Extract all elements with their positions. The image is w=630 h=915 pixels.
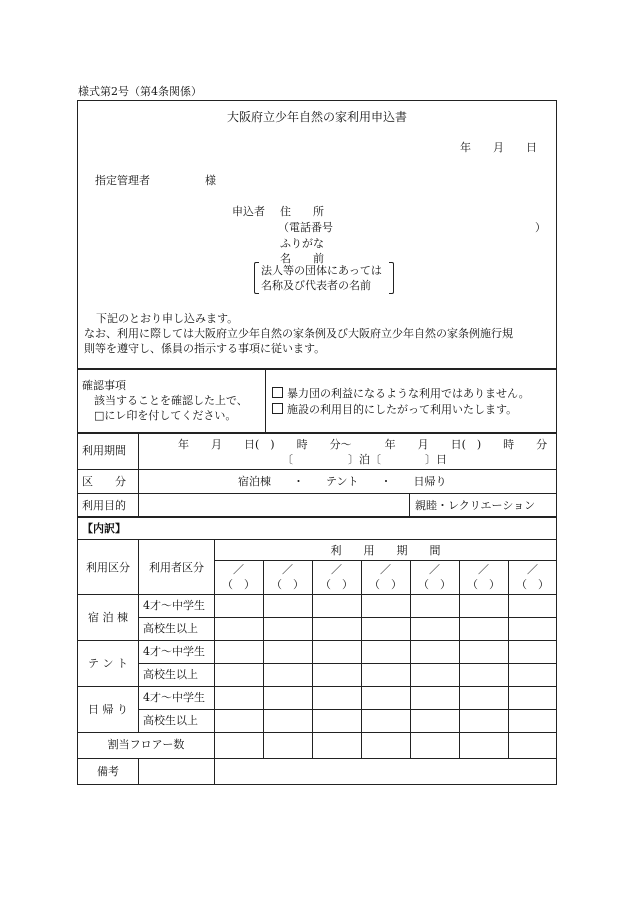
row-daytrip-adult: 高校生以上	[143, 714, 198, 727]
applicant-label: 申込者	[232, 205, 265, 218]
date-slash-3[interactable]: ／	[331, 563, 342, 576]
date-weekday-7[interactable]: （ ）	[516, 578, 549, 591]
statement-line-3: 則等を遵守し、係員の指示する事項に従います。	[84, 342, 326, 355]
date-weekday-3[interactable]: （ ）	[320, 578, 353, 591]
date-slash-6[interactable]: ／	[478, 563, 489, 576]
date-slash-2[interactable]: ／	[282, 563, 293, 576]
row-lodge-adult: 高校生以上	[143, 622, 198, 635]
floor-count-label: 割当フロアー数	[107, 738, 185, 751]
period-label: 利用期間	[82, 444, 126, 457]
category-options[interactable]: 宿泊棟 ・ テント ・ 日帰り	[238, 475, 447, 488]
date-slash-7[interactable]: ／	[527, 563, 538, 576]
confirm-item-1-text: 暴力団の利益になるような利用ではありません。	[287, 387, 530, 400]
statement-line-2: なお、利用に際しては大阪府立少年自然の家条例及び大阪府立少年自然の家条例施行規	[84, 327, 513, 340]
col-period: 利 用 期 間	[330, 544, 441, 557]
org-note-2: 名称及び代表者の名前	[261, 279, 371, 292]
date-weekday-4[interactable]: （ ）	[369, 578, 402, 591]
category-label: 区 分	[82, 475, 126, 488]
date-weekday-5[interactable]: （ ）	[418, 578, 451, 591]
phone-close: ）	[535, 221, 546, 234]
confirm-item-2-text: 施設の利用目的にしたがって利用いたします。	[287, 403, 518, 416]
row-group-tent: テ ン ト	[88, 657, 128, 670]
period-line-1[interactable]: 年 月 日( ) 時 分〜 年 月 日( ) 時 分	[178, 438, 548, 451]
name-label: 名 前	[280, 252, 324, 265]
date-weekday-1[interactable]: （ ）	[222, 578, 255, 591]
row-tent-child: 4才〜中学生	[143, 645, 205, 658]
org-note-1: 法人等の団体にあっては	[261, 264, 382, 277]
row-tent-adult: 高校生以上	[143, 668, 198, 681]
date-weekday-6[interactable]: （ ）	[467, 578, 500, 591]
row-group-lodge: 宿 泊 棟	[88, 611, 128, 624]
date-slash-1[interactable]: ／	[233, 563, 244, 576]
col-use: 利用区分	[86, 561, 130, 574]
checkbox-no-gang[interactable]	[272, 387, 283, 398]
row-group-daytrip: 日 帰 り	[88, 703, 128, 716]
form-code: 様式第2号（第4条関係）	[78, 85, 202, 98]
col-user: 利用者区分	[149, 561, 204, 574]
confirm-instruction-1: 該当することを確認した上で、	[94, 394, 248, 407]
confirm-instruction-2: □にレ印を付してください。	[94, 409, 237, 422]
breakdown-heading: 【内訳】	[82, 522, 126, 535]
addressee: 指定管理者 様	[95, 174, 216, 187]
row-lodge-child: 4才〜中学生	[143, 599, 205, 612]
checkbox-purpose[interactable]	[272, 403, 283, 414]
confirm-item-1	[272, 387, 530, 400]
period-line-2[interactable]: 〔 〕泊〔 〕日	[282, 453, 447, 466]
purpose-value[interactable]: 親睦・レクリエーション	[415, 499, 536, 512]
remarks-field[interactable]	[139, 759, 556, 784]
date-line[interactable]: 年 月 日	[460, 141, 537, 154]
phone-label: （電話番号	[278, 221, 333, 234]
date-slash-5[interactable]: ／	[429, 563, 440, 576]
confirm-heading: 確認事項	[82, 379, 126, 392]
form-title: 大阪府立少年自然の家利用申込書	[226, 110, 407, 124]
purpose-label: 利用目的	[82, 499, 126, 512]
date-slash-4[interactable]: ／	[380, 563, 391, 576]
confirm-item-2	[272, 403, 517, 416]
statement-line-1: 下記のとおり申し込みます。	[96, 312, 239, 325]
row-daytrip-child: 4才〜中学生	[143, 691, 205, 704]
date-weekday-2[interactable]: （ ）	[271, 578, 304, 591]
address-label: 住 所	[280, 205, 324, 218]
remarks-label: 備考	[97, 765, 119, 778]
furigana-label: ふりがな	[280, 237, 324, 250]
